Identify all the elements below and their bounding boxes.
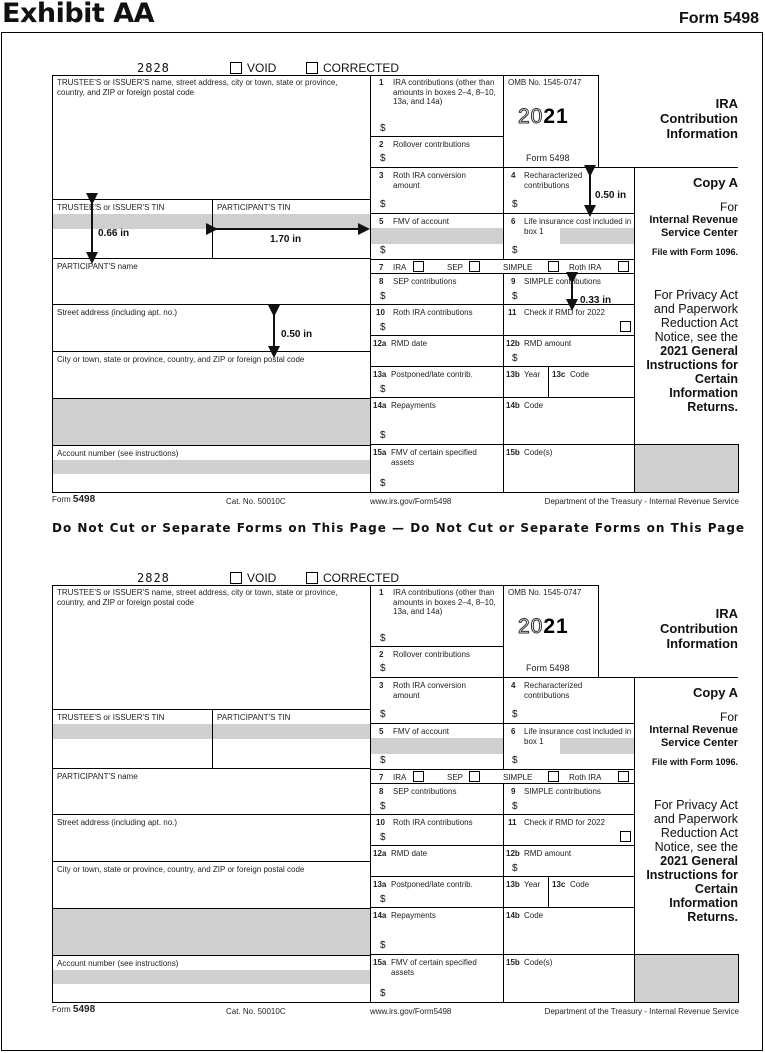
form-copy-2 [0, 571, 765, 1041]
dollar: $ [380, 940, 386, 951]
footer-url: www.irs.gov/Form5498 [370, 497, 452, 506]
account-box[interactable] [52, 955, 371, 1003]
dollar: $ [512, 245, 518, 256]
privacy-4: Notice, see the [654, 840, 738, 854]
box12a-label: RMD date [391, 849, 428, 858]
dollar: $ [512, 755, 518, 766]
side-file: File with Form 1096. [651, 247, 738, 257]
box13a-label: Postponed/late contrib. [391, 370, 473, 379]
box11-checkbox[interactable] [620, 831, 631, 842]
box-number: 7 [379, 773, 384, 782]
do-not-cut-notice: Do Not Cut or Separate Forms on This Page — Do Not Cut or Separate Forms on This Page [52, 521, 746, 535]
shade [213, 724, 370, 739]
box2-label: Rollover contributions [393, 140, 470, 149]
dollar: $ [512, 353, 518, 364]
side-irs-2: Service Center [660, 737, 738, 749]
box10-label: Roth IRA contributions [393, 308, 473, 317]
footer-form [52, 1004, 95, 1015]
footer-form-word: Form [52, 495, 71, 504]
box7-simple-label: SIMPLE [503, 263, 533, 272]
trustee-label: TRUSTEE'S or ISSUER'S name, street address, city or town, state or province, country, and ZIP or foreign postal code [57, 78, 338, 97]
city-label: City or town, state or province, country, and ZIP or foreign postal code [57, 865, 305, 874]
street-label: Street address (including apt. no.) [57, 818, 178, 827]
dollar: $ [380, 153, 386, 164]
box1[interactable] [370, 585, 504, 647]
box12a-label: RMD date [391, 339, 428, 348]
privacy-notice [646, 798, 738, 924]
city-box[interactable] [52, 861, 371, 909]
box14b-label: Code [524, 911, 544, 920]
omb-label: OMB No. 1545-0747 [508, 588, 582, 597]
footer-cat: Cat. No. 50010C [226, 497, 286, 506]
street-box[interactable] [52, 814, 371, 862]
shade [53, 970, 370, 984]
side-irs [649, 724, 738, 750]
participant-name-label: PARTICIPANT'S name [57, 772, 138, 781]
box-number: 12a [373, 849, 387, 858]
dollar: $ [512, 199, 518, 210]
box-number: 1 [379, 588, 384, 597]
box-number: 2 [379, 650, 384, 659]
box-number: 15b [506, 958, 520, 967]
box5[interactable] [370, 723, 504, 770]
box-number: 2 [379, 140, 384, 149]
box15a[interactable] [370, 954, 504, 1003]
box7-roth-checkbox[interactable] [618, 771, 629, 782]
box-number: 6 [511, 727, 516, 736]
box2-label: Rollover contributions [393, 650, 470, 659]
box-number: 11 [508, 818, 517, 827]
box6-label: Life insurance cost included in box 1 [524, 727, 632, 746]
box-number: 9 [511, 277, 516, 286]
box-number: 11 [508, 308, 517, 317]
dollar: $ [380, 801, 386, 812]
dollar: $ [380, 430, 386, 441]
dim-label-4: 0.33 in [580, 295, 612, 306]
box4-label: Recharacterized contributions [524, 171, 583, 190]
side-title [660, 606, 738, 651]
dimension-arrows [0, 0, 765, 520]
box-number: 9 [511, 787, 516, 796]
box1-label: IRA contributions (other than amounts in boxes 2–4, 8–10, 13a, and 14a) [393, 588, 496, 616]
box-number: 10 [376, 818, 385, 827]
corrected-label: CORRECTED [323, 571, 400, 585]
side-title-2: Contribution [660, 111, 738, 126]
box1-label: IRA contributions (other than amounts in boxes 2–4, 8–10, 13a, and 14a) [393, 78, 496, 106]
trustee-label: TRUSTEE'S or ISSUER'S name, street address, city or town, state or province, country, and ZIP or foreign postal code [57, 588, 338, 607]
box14b[interactable] [503, 907, 635, 955]
box-number: 15a [373, 958, 387, 967]
dollar: $ [380, 291, 386, 302]
box14a-label: Repayments [391, 911, 436, 920]
participant-tin-label: PARTICIPANT'S TIN [217, 203, 291, 212]
box-number: 12a [373, 339, 387, 348]
void-label: VOID [247, 61, 277, 75]
tax-year-prefix: 20 [518, 105, 544, 128]
dollar: $ [380, 663, 386, 674]
box7-simple-label: SIMPLE [503, 773, 533, 782]
box7-simple-checkbox[interactable] [548, 771, 559, 782]
box5-label: FMV of account [393, 217, 450, 226]
box-number: 8 [379, 277, 384, 286]
copy-a-label: Copy A [692, 685, 738, 700]
box13b[interactable] [503, 876, 549, 908]
privacy-5: 2021 General [660, 344, 738, 358]
dollar: $ [380, 478, 386, 489]
box-number: 13b [506, 370, 520, 379]
copy-a-label: Copy A [692, 175, 738, 190]
tax-year [518, 615, 569, 639]
account-label: Account number (see instructions) [57, 449, 179, 458]
privacy-2: and Paperwork [653, 302, 738, 316]
footer-cat: Cat. No. 50010C [226, 1007, 286, 1016]
box12a[interactable] [370, 845, 504, 877]
box-number: 3 [379, 681, 384, 690]
side-irs-1: Internal Revenue [649, 724, 738, 736]
city-label: City or town, state or province, country, and ZIP or foreign postal code [57, 355, 305, 364]
side-file: File with Form 1096. [651, 757, 738, 767]
box-number: 15a [373, 448, 387, 457]
dim-label-1: 0.50 in [595, 190, 627, 201]
box3-label: Roth IRA conversion amount [393, 171, 466, 190]
dim-label-2: 0.66 in [98, 228, 130, 239]
box7-ira-label: IRA [393, 773, 407, 782]
shade [53, 724, 212, 739]
dim-label-3: 1.70 in [270, 234, 302, 245]
footer-url: www.irs.gov/Form5498 [370, 1007, 452, 1016]
form-code: 2828 [137, 571, 170, 585]
box2[interactable] [370, 646, 504, 678]
box-number: 14b [506, 911, 520, 920]
dollar: $ [380, 199, 386, 210]
tax-year-prefix: 20 [518, 615, 544, 638]
box5-label: FMV of account [393, 727, 450, 736]
box14b-label: Code [524, 401, 544, 410]
box7-ira-checkbox[interactable] [413, 771, 424, 782]
side-title-1: IRA [715, 96, 738, 111]
privacy-7: Certain [694, 372, 738, 386]
box10[interactable] [370, 814, 504, 846]
dollar: $ [380, 123, 386, 134]
void-label: VOID [247, 571, 277, 585]
dim-label-5: 0.50 in [281, 329, 313, 340]
tax-year-suffix: 21 [543, 105, 569, 128]
box-number: 6 [511, 217, 516, 226]
box-number: 1 [379, 78, 384, 87]
box12b[interactable] [503, 845, 635, 877]
side-irs-1: Internal Revenue [649, 214, 738, 226]
box-number: 7 [379, 263, 384, 272]
form-number: Form 5498 [526, 663, 570, 673]
participant-tin-box[interactable] [212, 709, 371, 769]
box3[interactable] [370, 677, 504, 724]
privacy-1: For Privacy Act [653, 798, 738, 812]
box11-label: Check if RMD for 2022 [524, 818, 605, 827]
box-number: 15b [506, 448, 520, 457]
box9[interactable] [503, 783, 635, 815]
dollar: $ [512, 801, 518, 812]
box7-roth-label: Roth IRA [569, 263, 602, 272]
box14a-label: Repayments [391, 401, 436, 410]
exhibit-title: Exhibit AA [2, 0, 155, 29]
privacy-3: Reduction Act [660, 316, 738, 330]
box-number: 13a [373, 880, 387, 889]
box-number: 8 [379, 787, 384, 796]
box7-sep-checkbox[interactable] [469, 771, 480, 782]
box-number: 14b [506, 401, 520, 410]
box7[interactable] [370, 769, 635, 784]
trustee-tin-box[interactable] [52, 709, 213, 769]
privacy-1: For Privacy Act [653, 288, 738, 302]
box-number: 10 [376, 308, 385, 317]
box9-label: SIMPLE contributions [524, 787, 601, 796]
box15b[interactable] [503, 954, 635, 1003]
box7-sep-label: SEP [447, 263, 464, 272]
box-number: 4 [511, 171, 516, 180]
shade [560, 738, 634, 754]
box-number: 3 [379, 171, 384, 180]
dollar: $ [512, 863, 518, 874]
box-number: 13b [506, 880, 520, 889]
privacy-9: Returns. [687, 400, 738, 414]
box-number: 12b [506, 339, 520, 348]
shade [371, 738, 503, 754]
box-number: 13c [552, 370, 566, 379]
box15b-label: Code(s) [524, 958, 553, 967]
box8-label: SEP contributions [393, 277, 457, 286]
side-title-3: Information [666, 126, 738, 141]
participant-name-box[interactable] [52, 768, 371, 815]
omb-box [503, 585, 599, 678]
side-title-2: Contribution [660, 621, 738, 636]
box-number: 13c [552, 880, 566, 889]
shaded-area [52, 908, 371, 956]
dollar: $ [380, 322, 386, 333]
corrected-checkbox[interactable] [306, 572, 318, 584]
box-number: 14a [373, 401, 387, 410]
privacy-2: and Paperwork [653, 812, 738, 826]
participant-name-label: PARTICIPANT'S name [57, 262, 138, 271]
box6[interactable] [503, 723, 635, 770]
form-number: Form 5498 [526, 153, 570, 163]
account-label: Account number (see instructions) [57, 959, 179, 968]
footer-form-num: 5498 [72, 494, 96, 505]
dollar: $ [380, 988, 386, 999]
trustee-tin-label: TRUSTEE'S or ISSUER'S TIN [57, 203, 165, 212]
box13a-label: Postponed/late contrib. [391, 880, 473, 889]
dollar: $ [380, 384, 386, 395]
participant-tin-label: PARTICIPANT'S TIN [217, 713, 291, 722]
box-number: 12b [506, 849, 520, 858]
dollar: $ [380, 832, 386, 843]
box13c-label: Code [570, 370, 590, 379]
box11-label: Check if RMD for 2022 [524, 308, 605, 317]
box-number: 5 [379, 217, 384, 226]
box13a[interactable] [370, 876, 504, 908]
privacy-7: Certain [694, 882, 738, 896]
side-for: For [720, 710, 738, 724]
box12b-label: RMD amount [524, 849, 572, 858]
box14a[interactable] [370, 907, 504, 955]
box-number: 5 [379, 727, 384, 736]
dollar: $ [380, 755, 386, 766]
box7-roth-label: Roth IRA [569, 773, 602, 782]
dollar: $ [380, 709, 386, 720]
box-number: 13a [373, 370, 387, 379]
box10-label: Roth IRA contributions [393, 818, 473, 827]
form-code: 2828 [137, 61, 170, 75]
box15a-label: FMV of certain specified assets [391, 958, 477, 977]
privacy-8: Information [669, 896, 738, 910]
box13b-label: Year [524, 370, 541, 379]
corrected-label: CORRECTED [323, 61, 400, 75]
box8-label: SEP contributions [393, 787, 457, 796]
box4[interactable] [503, 677, 635, 724]
footer-dept: Department of the Treasury - Internal Revenue Service [544, 497, 739, 506]
trustee-tin-label: TRUSTEE'S or ISSUER'S TIN [57, 713, 165, 722]
box9-label: SIMPLE contributions [524, 277, 601, 286]
omb-label: OMB No. 1545-0747 [508, 78, 582, 87]
dollar: $ [380, 245, 386, 256]
box15a-label: FMV of certain specified assets [391, 448, 477, 467]
footer-dept: Department of the Treasury - Internal Revenue Service [544, 1007, 739, 1016]
footer-form-word: Form [52, 1005, 71, 1014]
box13b-label: Year [524, 880, 541, 889]
box15b-label: Code(s) [524, 448, 553, 457]
privacy-9: Returns. [687, 910, 738, 924]
privacy-5: 2021 General [660, 854, 738, 868]
dollar: $ [380, 894, 386, 905]
privacy-6: Instructions for [646, 358, 738, 372]
box12b-label: RMD amount [524, 339, 572, 348]
box4-label: Recharacterized contributions [524, 681, 583, 700]
box-number: 4 [511, 681, 516, 690]
privacy-3: Reduction Act [660, 826, 738, 840]
privacy-8: Information [669, 386, 738, 400]
box13c-label: Code [570, 880, 590, 889]
street-label: Street address (including apt. no.) [57, 308, 178, 317]
box7-sep-label: SEP [447, 773, 464, 782]
dollar: $ [380, 633, 386, 644]
form-label: Form 5498 [678, 10, 759, 27]
privacy-6: Instructions for [646, 868, 738, 882]
box7-ira-label: IRA [393, 263, 407, 272]
box11[interactable] [503, 814, 635, 846]
footer-form-num: 5498 [72, 1004, 96, 1015]
dollar: $ [512, 709, 518, 720]
box-number: 14a [373, 911, 387, 920]
trustee-box[interactable] [52, 585, 371, 710]
box13c[interactable] [548, 876, 635, 908]
void-checkbox[interactable] [230, 572, 242, 584]
side-for: For [720, 200, 738, 214]
privacy-4: Notice, see the [654, 330, 738, 344]
tax-year-suffix: 21 [543, 615, 569, 638]
side-shade [634, 954, 739, 1003]
dollar: $ [512, 291, 518, 302]
box8[interactable] [370, 783, 504, 815]
side-title-3: Information [666, 636, 738, 651]
box3-label: Roth IRA conversion amount [393, 681, 466, 700]
side-title-1: IRA [715, 606, 738, 621]
box6-label: Life insurance cost included in box 1 [524, 217, 632, 236]
side-irs-2: Service Center [660, 227, 738, 239]
